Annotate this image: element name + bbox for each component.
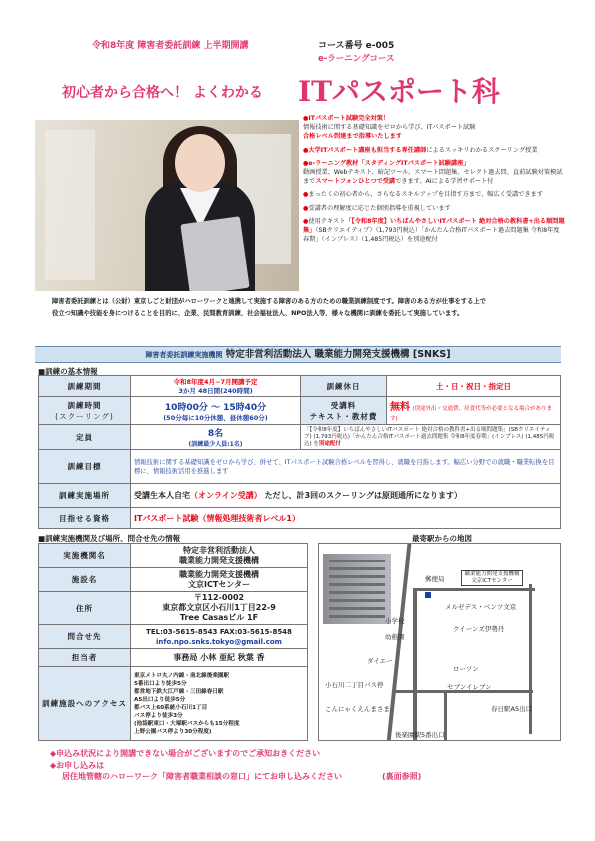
map-label: セブンイレブン: [447, 683, 492, 691]
map-label-facility: 職業能力開発支援機構文京ICTセンター: [461, 570, 523, 586]
course-code: コース番号 e-005: [318, 41, 395, 51]
program-description: 障害者委託訓練とは（公財）東京しごと財団がハローワークと連携して実施する障害のある方のための職業訓練制度です。障害のある方が仕事をする上で役立つ知識や技能を身につけることを目的に、企業、民間教育訓練、社会福祉法人、NPO法人等、様々な機関に訓練を委託して実施しています。: [52, 298, 486, 317]
map-label: 小石川二丁目バス停: [325, 681, 384, 689]
access-value: 東京メトロ丸ノ内線・南北線後楽園駅 5番出口より徒歩5分 都営地下鉄大江戸線・三田線春日駅 A5出口より徒歩5分 都バス上60系統小石川1丁目 バス停より徒歩3分 (池袋駅東口・大塚駅バスからも15分程度 上野公園バス停より30分程度): [131, 667, 308, 741]
staff-value: 事務局 小林 亜紀 秋葉 香: [131, 649, 308, 667]
basic-info-heading: ■訓練の基本情報: [38, 367, 98, 376]
org-name-label: 実施機関名: [39, 544, 131, 568]
facility-label: 施設名: [39, 568, 131, 592]
map-label: 小学校: [385, 617, 405, 625]
student-photo: [35, 120, 299, 291]
basic-info-table: [38, 375, 561, 529]
cert-label: 目指せる資格: [39, 508, 131, 529]
contact-label: 問合せ先: [39, 625, 131, 649]
map-title: 最寄駅からの地図: [412, 534, 472, 543]
org-name-value: 特定非営利活動法人 職業能力開発支援機構: [131, 544, 308, 568]
org-info-heading: ■訓練実施機関及び場所、問合せ先の情報: [38, 534, 181, 543]
address-label: 住所: [39, 592, 131, 625]
access-map: [318, 543, 561, 741]
place-label: 訓練実施場所: [39, 484, 131, 508]
contact-value: TEL:03-5615-8543 FAX:03-5615-8548 info.npo.snks.tokyo@gmail.com: [131, 625, 308, 649]
textbook-note: 「【令和8年度】いちばんやさしいITパスポート 絶対合格の教科書+出る順問題集」(SBクリエイティブ) (1,793円税込)「かんたん合格ITパスポート過去問題集 令和8年度春期」(インプレス) (1,485円税込) を別途配付: [301, 425, 561, 450]
feature-item: ●ITパスポート試験完全対策！ 情報技術に関する基礎知識をゼロから学び、ITパスポート試験 合格レベル到達まで指導いたします: [303, 115, 476, 141]
feature-item: ●大学ITパスポート講座も担当する専任講師によるスッキリわかるスクーリング授業: [303, 146, 538, 154]
fee-label: 受講料 テキスト・教材費: [301, 397, 387, 425]
address-value: 〒112-0002 東京都文京区小石川1丁目22-9 Tree Casasビル 1F: [131, 592, 308, 625]
application-notes: ◆申込み状況により開講できない場合がございますのでご承知おきください ◆お申し込みは 居住地管轄のハローワーク「障害者職業相談の窓口」にてお申し込みください (裏面参照): [50, 749, 422, 781]
fee-value: 無料 (別途外出・交通費、昼食代等が必要となる場合があります): [387, 397, 561, 425]
period-label: 訓練期間: [39, 376, 131, 397]
map-label: ダイエー: [367, 657, 393, 665]
course-name: ITパスポート科: [298, 75, 500, 108]
feature-item: ●使用テキスト「【令和8年度】いちばんやさしいITパスポート 絶対合格の教科書+出る順問題集」（SBクリエイティブ）（1,793円税込）「かんたん合格ITパスポート過去問題集 令和8年度春期」（インプレス）（1,485円税込）を別途配付: [303, 217, 565, 244]
staff-label: 担当者: [39, 649, 131, 667]
capacity-value: 8名 (訓練最少人員:1名): [131, 425, 301, 450]
goal-label: 訓練目標: [39, 450, 131, 484]
map-label: 幼稚園: [385, 633, 405, 641]
org-info-table: [38, 543, 308, 741]
map-label: 郵便局: [425, 575, 445, 583]
cert-value: ITパスポート試験（情報処理技術者レベル1）: [131, 508, 561, 529]
time-label: 訓練時間 (スクーリング): [39, 397, 131, 425]
goal-value: 情報技術に関する基礎知識をゼロから学び、併せて、ITパスポート試験合格レベルを習得し、就職を目指します。幅広い分野での就職・職業転換を目標に、情報技術活用を推進します: [131, 450, 561, 484]
time-value: 10時00分 ～ 15時40分 (50分毎に10分休憩、昼休憩60分): [131, 397, 301, 425]
building-photo: [323, 554, 391, 624]
map-label: 春日駅A5出口: [491, 705, 533, 713]
feature-item: ●e-ラーニング教材「スタディングITパスポート試験講座」 動画授業、Webテキスト、暗記ツール、スマート問題集、セレクト過去問、直前試験対策模試までスマートフォンひとつで受講できます。AIによる学習サポート付: [303, 159, 563, 186]
holiday-value: 土・日・祝日・指定日: [387, 376, 561, 397]
map-label: クイーンズ伊勢丹: [453, 625, 505, 633]
tagline: 初心者から合格へ！ よくわかる: [62, 85, 263, 101]
map-label: 後楽園駅5番出口: [395, 731, 445, 739]
access-label: 訓練施設へのアクセス: [39, 667, 131, 741]
map-label: ローソン: [453, 665, 479, 673]
facility-marker: [425, 592, 431, 598]
period-value: 令和8年度4月~7月開講予定 3か月 48日間(240時間): [131, 376, 301, 397]
map-label: メルゼデス・ベンツ文京: [445, 603, 517, 611]
feature-item: ●受講者の理解度に応じた個別指導を重視しています: [303, 204, 451, 212]
feature-list: [303, 114, 565, 248]
course-type: e-ラーニングコース: [318, 54, 395, 64]
capacity-label: 定員: [39, 425, 131, 450]
program-title: 令和8年度 障害者委託訓練 上半期開講: [92, 41, 249, 51]
map-label: こんにゃくえんまさま: [325, 705, 390, 713]
place-value: 受講生本人自宅（オンライン受講） ただし、計3回のスクーリングは原則通所になります）: [131, 484, 561, 508]
facility-value: 職業能力開発支援機構 文京ICTセンター: [131, 568, 308, 592]
feature-item: ●まったくの初心者から、さらなるスキルアップを目指す方まで、幅広く受講できます: [303, 191, 543, 199]
organization-banner: 障害者委託訓練実施機関 特定非営利活動法人 職業能力開発支援機構 [SNKS]: [35, 346, 561, 363]
holiday-label: 訓練休日: [301, 376, 387, 397]
